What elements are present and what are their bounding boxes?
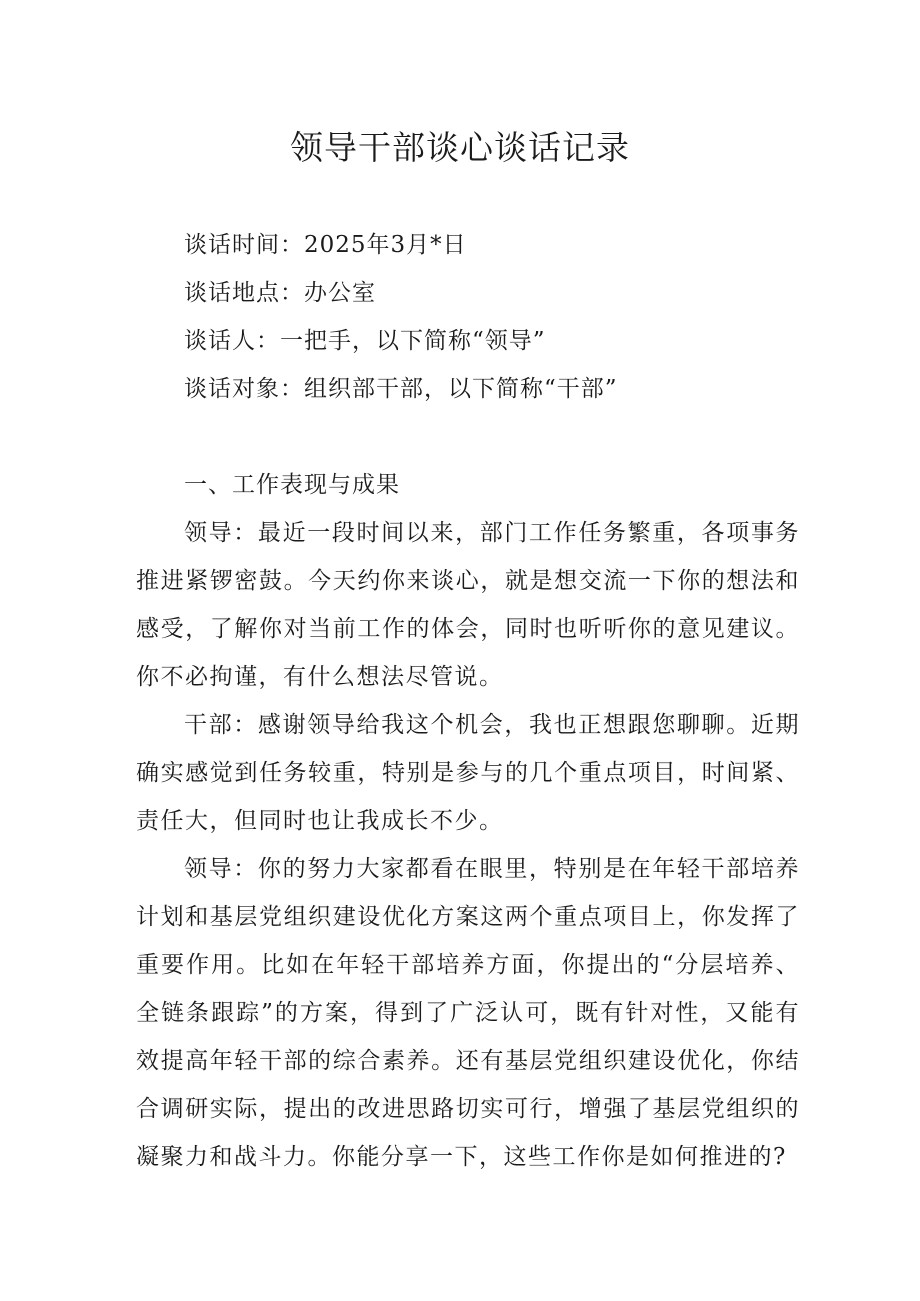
dialogue-paragraph: 领导：你的努力大家都看在眼里，特别是在年轻干部培养计划和基层党组织建设优化方案这两个重点项目上，你发挥了重要作用。比如在年轻干部培养方面，你提出的“分层培养、全链条跟踪”的方案，得到了广泛认可，既有针对性，又能有效提高年轻干部的综合素养。还有基层党组织建设优化，你结合调研实际，提出的改进思路切实可行，增强了基层党组织的凝聚力和战斗力。你能分享一下，这些工作你是如何推进的? bbox=[136, 856, 800, 1170]
section-heading: 一、工作表现与成果 bbox=[184, 472, 400, 498]
meeting-location: 谈话地点：办公室 bbox=[184, 280, 376, 306]
meeting-info bbox=[184, 221, 824, 413]
dialogue-body bbox=[136, 509, 800, 1181]
meeting-interviewee: 谈话对象：组织部干部，以下简称“干部” bbox=[184, 376, 618, 402]
dialogue-paragraph: 干部：感谢领导给我这个机会，我也正想跟您聊聊。近期确实感觉到任务较重，特别是参与的几个重点项目，时间紧、责任大，但同时也让我成长不少。 bbox=[136, 712, 800, 834]
document-title: 领导干部谈心谈话记录 bbox=[290, 128, 630, 167]
meeting-time: 谈话时间：2025年3月*日 bbox=[184, 232, 467, 258]
meeting-speaker: 谈话人：一把手，以下简称“领导” bbox=[184, 328, 546, 354]
dialogue-paragraph: 领导：最近一段时间以来，部门工作任务繁重，各项事务推进紧锣密鼓。今天约你来谈心，就是想交流一下你的想法和感受，了解你对当前工作的体会，同时也听听你的意见建议。你不必拘谨，有什么想法尽管说。 bbox=[136, 520, 800, 690]
